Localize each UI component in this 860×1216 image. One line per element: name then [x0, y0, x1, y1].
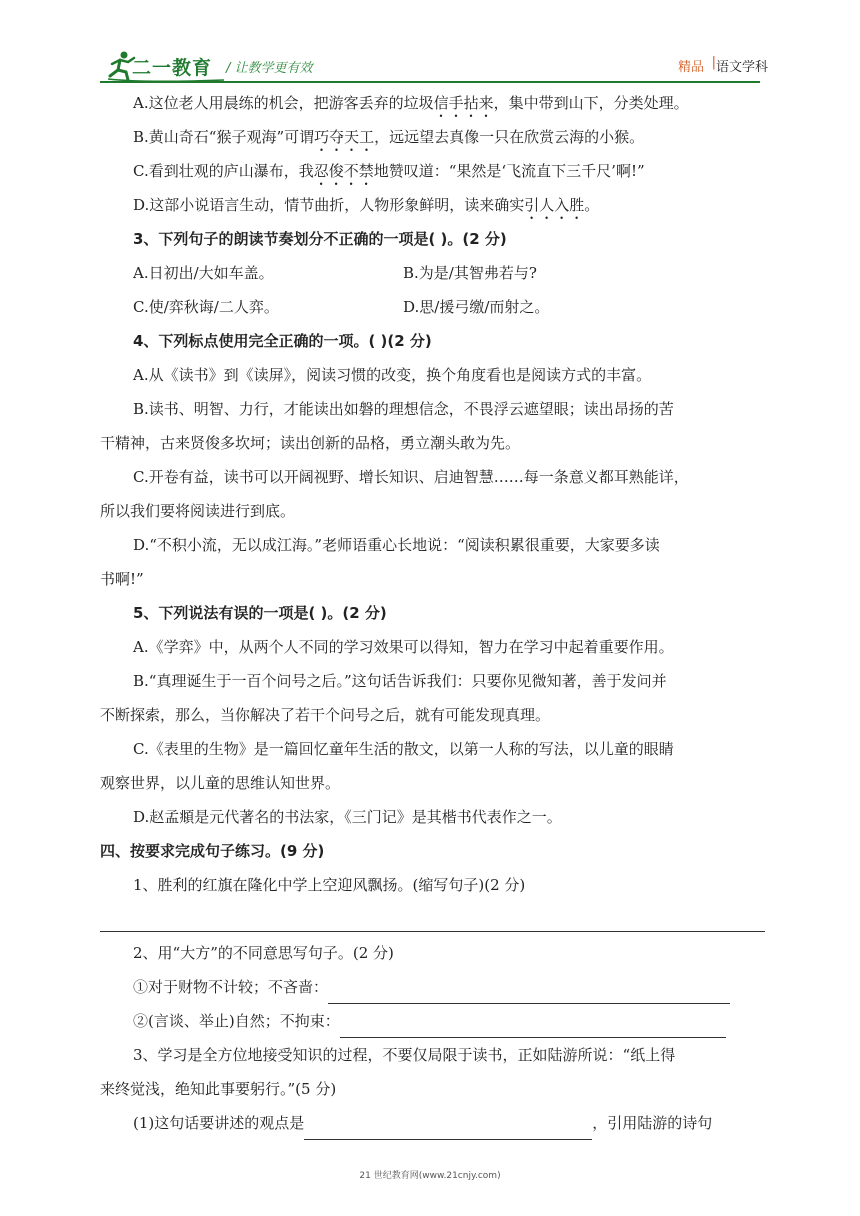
q3-title: 3、下列句子的朗读节奏划分不正确的一项是( )。(2 分)	[133, 230, 507, 248]
s4-q1-answer-line[interactable]	[100, 902, 765, 936]
s4-q3-sub1-answer-line[interactable]	[304, 1119, 592, 1140]
s4-q3-line1: 3、学习是全方位地接受知识的过程，不要仅局限于读书，正如陆游所说：“纸上得	[133, 1046, 676, 1064]
q4-option-d-line2: 书啊!”	[100, 570, 144, 588]
s4-q1: 1、胜利的红旗在隆化中学上空迎风飘扬。(缩写句子)(2 分)	[133, 876, 526, 894]
header-divider	[100, 81, 760, 83]
q5-option-d: D.赵孟頫是元代著名的书法家，《三门记》是其楷书代表作之一。	[133, 808, 562, 826]
q3-option-b: B.为是/其智弗若与?	[403, 264, 537, 282]
q2-option-c: C.看到壮观的庐山瀑布，我忍俊不禁地赞叹道：“果然是‘飞流直下三千尺’啊!”	[133, 162, 645, 180]
logo-text: 二一教育	[132, 57, 213, 79]
s4-q2a-answer-line[interactable]	[328, 983, 730, 1004]
subject-label: 语文学科	[715, 60, 768, 75]
q2-option-a: A.这位老人用晨练的机会，把游客丢弃的垃圾信手拈来，集中带到山下，分类处理。	[133, 94, 689, 112]
q4-option-b-line2: 干精神，古来贤俊多坎坷；读出创新的品格，勇立潮头敢为先。	[100, 434, 521, 452]
q2-option-b: B.黄山奇石“猴子观海”可谓巧夺天工，远远望去真像一只在欣赏云海的小猴。	[133, 128, 645, 146]
s4-q3-sub1: (1)这句话要讲述的观点是 ，引用陆游的诗句	[100, 1106, 765, 1140]
q5-option-c-line2: 观察世界，以儿童的思维认知世界。	[100, 774, 341, 792]
slogan: / 让教学更有效	[226, 61, 313, 76]
page-header	[100, 44, 768, 84]
q5-option-b-line2: 不断探索，那么，当你解决了若干个问号之后，就有可能发现真理。	[100, 706, 551, 724]
q4-option-c-line2: 所以我们要将阅读进行到底。	[100, 502, 296, 520]
page-footer: 21 世纪教育网(www.21cnjy.com)	[359, 1171, 501, 1181]
q4-option-b-line1: B.读书、明智、力行，才能读出如磐的理想信念，不畏浮云遮望眼；读出昂扬的苦	[133, 400, 674, 418]
q2-option-d: D.这部小说语言生动，情节曲折，人物形象鲜明，读来确实引人入胜。	[133, 196, 600, 214]
s4-q3-line2: 来终觉浅，绝知此事要躬行。”(5 分)	[100, 1080, 337, 1098]
s4-q2b: ②(言谈、举止)自然；不拘束：	[100, 1004, 765, 1038]
q5-option-a: A.《学弈》中，从两个人不同的学习效果可以得知，智力在学习中起着重要作用。	[133, 638, 674, 656]
q3-options-row2	[100, 290, 765, 324]
quality-badge: 精品	[677, 60, 704, 75]
q3-option-a: A.日初出/大如车盖。	[133, 264, 274, 282]
section4-title: 四、按要求完成句子练习。(9 分)	[100, 842, 325, 860]
q3-option-d: D.思/援弓缴/而射之。	[403, 298, 550, 316]
exam-content	[100, 86, 765, 1140]
q3-option-c: C.使/弈秋诲/二人弈。	[133, 298, 279, 316]
q4-option-d-line1: D.“不积小流，无以成江海。”老师语重心长地说：“阅读积累很重要，大家要多读	[133, 536, 660, 554]
q4-title: 4、下列标点使用完全正确的一项。( )(2 分)	[133, 332, 432, 350]
q5-title: 5、下列说法有误的一项是( )。(2 分)	[133, 604, 387, 622]
q4-option-a: A.从《读书》到《读屏》，阅读习惯的改变，换个角度看也是阅读方式的丰富。	[133, 366, 652, 384]
s4-q2: 2、用“大方”的不同意思写句子。(2 分)	[133, 944, 394, 962]
q5-option-c-line1: C.《表里的生物》是一篇回忆童年生活的散文，以第一人称的写法，以儿童的眼睛	[133, 740, 674, 758]
header-separator: |	[711, 55, 716, 70]
s4-q2a: ①对于财物不计较；不吝啬：	[100, 970, 765, 1004]
q4-option-c-line1: C.开卷有益，读书可以开阔视野、增长知识、启迪智慧……每一条意义都耳熟能详，	[133, 468, 689, 486]
q5-option-b-line1: B.“真理诞生于一百个问号之后。”这句话告诉我们：只要你见微知著，善于发问并	[133, 672, 667, 690]
s4-q2b-answer-line[interactable]	[340, 1017, 726, 1038]
q3-options-row1	[100, 256, 765, 290]
